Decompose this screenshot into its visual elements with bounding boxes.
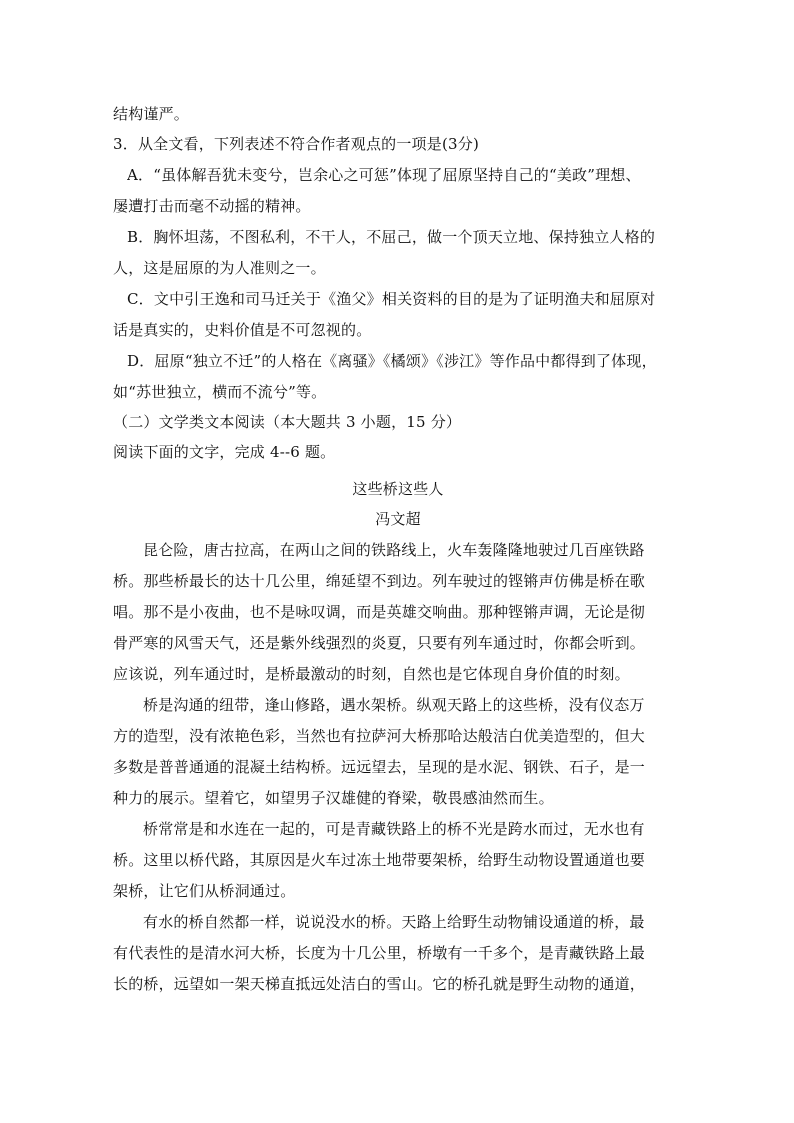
text-line: 结构谨严。	[113, 105, 190, 123]
paragraph-1-line-1: 昆仑险，唐古拉高，在两山之间的铁路线上，火车轰隆隆地驶过几百座铁路	[143, 541, 645, 559]
paragraph-3-line-2: 桥。这里以桥代路，其原因是火车过冻土地带要架桥，给野生动物设置通道也要	[113, 851, 646, 869]
option-b-line-1: B．胸怀坦荡，不图私利，不干人，不屈己，做一个顶天立地、保持独立人格的	[127, 228, 656, 246]
article-author: 冯文超	[375, 510, 421, 528]
option-a-line-2: 屡遭打击而毫不动摇的精神。	[113, 197, 311, 215]
paragraph-1-line-4: 骨严寒的风雪天气，还是紫外线强烈的炎夏，只要有列车通过时，你都会听到。	[113, 634, 646, 652]
paragraph-2-line-4: 种力的展示。望着它，如望男子汉雄健的脊梁，敬畏感油然而生。	[113, 789, 554, 807]
option-d-line-1: D．屈原“独立不迁”的人格在《离骚》《橘颂》《涉江》等作品中都得到了体现，	[127, 352, 657, 370]
option-a-line-1: A．“虽体解吾犹未变兮，岂余心之可惩”体现了屈原坚持自己的“美政”理想、	[127, 166, 641, 184]
option-d-line-2: 如“苏世独立，横而不流兮”等。	[113, 383, 327, 401]
paragraph-1-line-2: 桥。那些桥最长的达十几公里，绵延望不到边。列车驶过的铿锵声仿佛是桥在歌	[113, 572, 646, 590]
paragraph-2-line-1: 桥是沟通的纽带，逢山修路，遇水架桥。纵观天路上的这些桥，没有仪态万	[143, 696, 645, 714]
question-3-stem: 3．从全文看，下列表述不符合作者观点的一项是(3分)	[113, 135, 479, 153]
paragraph-1-line-3: 唱。那不是小夜曲，也不是咏叹调，而是英雄交响曲。那种铿锵声调，无论是彻	[113, 603, 646, 621]
paragraph-2-line-3: 多数是普普通通的混凝土结构桥。远远望去，呈现的是水泥、钢铁、石子，是一	[113, 758, 646, 776]
paragraph-1-line-5: 应该说，列车通过时，是桥最激动的时刻，自然也是它体现自身价值的时刻。	[113, 665, 630, 683]
paragraph-4-line-3: 长的桥，远望如一架天梯直抵远处洁白的雪山。它的桥孔就是野生动物的通道，	[113, 975, 646, 993]
paragraph-2-line-2: 方的造型，没有浓艳色彩，当然也有拉萨河大桥那哈达般洁白优美造型的，但大	[113, 727, 646, 745]
paragraph-3-line-1: 桥常常是和水连在一起的，可是青藏铁路上的桥不光是跨水而过，无水也有	[143, 820, 645, 838]
paragraph-4-line-1: 有水的桥自然都一样，说说没水的桥。天路上给野生动物铺设通道的桥，最	[143, 913, 645, 931]
article-title: 这些桥这些人	[352, 480, 444, 498]
option-c-line-1: C．文中引王逸和司马迁关于《渔父》相关资料的目的是为了证明渔夫和屈原对	[127, 290, 656, 308]
paragraph-3-line-3: 架桥，让它们从桥洞通过。	[113, 882, 296, 900]
reading-instruction: 阅读下面的文字，完成 4--6 题。	[113, 443, 336, 461]
option-c-line-2: 话是真实的，史料价值是不可忽视的。	[113, 321, 372, 339]
option-b-line-2: 人，这是屈原的为人准则之一。	[113, 259, 326, 277]
section-heading: （二）文学类文本阅读（本大题共 3 小题，15 分）	[113, 413, 462, 431]
paragraph-4-line-2: 有代表性的是清水河大桥，长度为十几公里，桥墩有一千多个，是青藏铁路上最	[113, 944, 646, 962]
